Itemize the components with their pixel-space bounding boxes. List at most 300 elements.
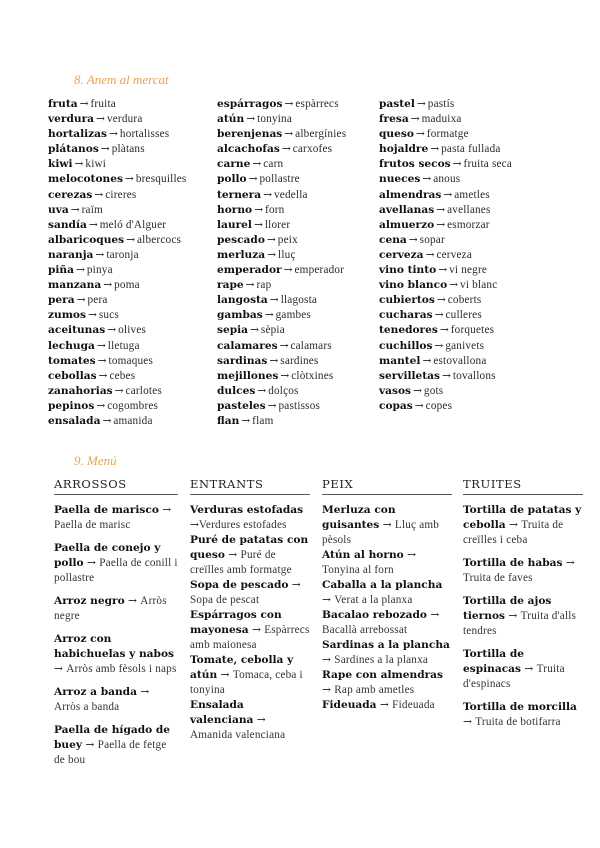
dish-name-es: Arroz con habichuelas y nabos — [54, 633, 174, 660]
vocab-term-ca: forquetes — [450, 324, 495, 337]
vocab-term-es: uva — [48, 203, 69, 216]
dish-name-es: Puré de patatas con queso — [190, 534, 309, 561]
vocab-term-ca: fruita seca — [463, 158, 513, 171]
arrow-glyph: → — [246, 113, 256, 126]
vocab-term-ca: pinya — [86, 264, 113, 277]
arrow-glyph: → — [382, 519, 392, 531]
vocab-row — [217, 293, 346, 308]
dish-name-ca: Truita de faves — [463, 572, 533, 584]
vocab-term-ca: pollastre — [259, 173, 300, 186]
menu-heading: ENTRANTS — [190, 477, 310, 495]
vocab-row — [48, 97, 186, 112]
arrow-glyph: → — [284, 98, 294, 110]
arrow-glyph: → — [190, 519, 199, 531]
vocab-term-es: hojaldre — [379, 143, 429, 156]
dish-name-es: Rape con almendras — [322, 669, 444, 681]
menu-item — [322, 578, 452, 608]
vocab-term-ca: verdura — [106, 113, 143, 126]
arrow-glyph: → — [87, 309, 97, 322]
menu-item — [463, 594, 583, 639]
vocab-row — [379, 399, 512, 414]
vocab-row — [379, 293, 512, 308]
vocab-row — [379, 127, 512, 142]
vocab-term-ca: emperador — [294, 264, 345, 277]
vocab-term-es: emperador — [217, 264, 282, 277]
vocab-term-es: cubiertos — [379, 294, 435, 307]
vocab-row — [379, 278, 512, 293]
menu-heading: TRUITES — [463, 477, 583, 495]
arrow-glyph: → — [438, 264, 448, 277]
vocab-term-es: calamares — [217, 339, 278, 352]
arrow-glyph: → — [291, 579, 301, 591]
arrow-glyph: → — [508, 519, 518, 531]
vocab-term-es: gambas — [217, 309, 263, 322]
vocab-term-es: zumos — [48, 309, 86, 322]
vocab-term-es: almuerzo — [379, 218, 435, 231]
vocab-term-ca: formatge — [426, 128, 469, 141]
arrow-glyph: → — [284, 128, 294, 141]
arrow-glyph: → — [107, 324, 117, 337]
arrow-glyph: → — [252, 158, 262, 171]
dish-name-es: Arroz a banda — [54, 686, 137, 698]
menu-item — [190, 578, 310, 608]
vocab-term-ca: gots — [423, 384, 444, 397]
vocab-row — [217, 354, 346, 369]
menu-heading: PEIX — [322, 477, 452, 495]
menu-item — [190, 503, 310, 533]
menu-item — [463, 556, 583, 586]
vocab-row — [217, 97, 346, 112]
vocab-row — [379, 248, 512, 263]
arrow-glyph: → — [220, 669, 230, 681]
arrow-glyph: → — [248, 173, 258, 186]
dish-name-es: Paella de marisco — [54, 504, 159, 516]
arrow-glyph: → — [430, 609, 440, 621]
vocab-row — [48, 414, 186, 429]
vocab-term-ca: copes — [425, 399, 453, 412]
vocab-term-ca: avellanes — [447, 203, 491, 216]
arrow-glyph: → — [250, 324, 259, 337]
vocab-term-ca: pastís — [427, 98, 455, 110]
dish-name-es: Paella de hígado de buey — [54, 724, 171, 751]
arrow-glyph: → — [124, 173, 134, 186]
dish-name-ca: Bacallà arrebossat — [322, 624, 408, 636]
dish-name-es: Verduras estofadas — [190, 504, 304, 516]
arrow-glyph: → — [96, 339, 106, 352]
dish-name-ca: Truita de botifarra — [475, 716, 561, 728]
vocab-term-es: tenedores — [379, 324, 438, 337]
menu-item — [322, 608, 452, 638]
vocab-row — [217, 157, 346, 172]
arrow-glyph: → — [281, 143, 291, 156]
dish-name-es: Tortilla de patatas y cebolla — [463, 504, 582, 531]
vocab-term-ca: llagosta — [280, 294, 318, 307]
menu-item — [322, 668, 452, 698]
vocab-term-ca: lletuga — [107, 339, 140, 352]
vocab-column-1 — [48, 97, 186, 429]
menu-item — [322, 698, 452, 713]
vocab-term-es: vino blanco — [379, 279, 448, 292]
vocab-term-ca: tomaques — [108, 354, 154, 367]
vocab-term-es: sepia — [217, 324, 249, 337]
arrow-glyph: → — [422, 354, 432, 367]
arrow-glyph: → — [241, 414, 251, 427]
dish-name-ca: Arròs negre — [54, 595, 167, 622]
vocab-term-ca: flam — [252, 414, 274, 427]
vocab-term-ca: pasta fullada — [441, 143, 501, 156]
vocab-term-es: lechuga — [48, 339, 95, 352]
vocab-term-es: espárragos — [217, 98, 283, 110]
vocab-term-es: dulces — [217, 384, 256, 397]
vocab-column-3 — [379, 97, 512, 414]
vocab-row — [48, 399, 186, 414]
vocab-term-es: copas — [379, 399, 413, 412]
vocab-row — [48, 157, 186, 172]
dish-name-ca: Paella de fetge de bou — [54, 739, 167, 766]
arrow-glyph: → — [269, 354, 279, 367]
vocab-term-es: alcachofas — [217, 143, 280, 156]
vocab-term-ca: meló d'Alguer — [99, 218, 167, 231]
vocab-term-es: fruta — [48, 98, 78, 110]
vocab-term-es: tomates — [48, 354, 96, 367]
vocab-term-es: cucharas — [379, 309, 433, 322]
vocab-term-es: pescado — [217, 233, 265, 246]
menu-item — [190, 698, 310, 743]
vocab-row — [217, 323, 346, 338]
vocab-row — [217, 172, 346, 187]
vocab-row — [48, 248, 186, 263]
arrow-glyph: → — [407, 549, 416, 561]
vocab-term-es: pasteles — [217, 399, 266, 412]
vocab-term-es: laurel — [217, 218, 252, 231]
arrow-glyph: → — [109, 128, 118, 141]
dish-name-ca: Arròs amb fèsols i naps — [66, 663, 177, 675]
vocab-term-ca: vedella — [274, 188, 308, 201]
arrow-glyph: → — [251, 624, 261, 636]
arrow-glyph: → — [97, 354, 107, 367]
menu-item — [54, 541, 178, 586]
menu-item — [54, 594, 178, 624]
arrow-glyph: → — [430, 143, 440, 156]
arrow-glyph: → — [267, 399, 277, 412]
arrow-glyph: → — [76, 294, 86, 307]
vocab-row — [48, 278, 186, 293]
vocab-row — [379, 203, 512, 218]
vocab-term-ca: peix — [277, 233, 298, 246]
vocab-row — [48, 369, 186, 384]
vocab-term-es: langosta — [217, 294, 268, 307]
vocab-term-ca: maduixa — [421, 113, 462, 126]
vocab-term-ca: plàtans — [111, 143, 145, 156]
vocab-row — [217, 339, 346, 354]
vocab-term-es: melocotones — [48, 173, 123, 186]
vocab-term-es: sardinas — [217, 354, 268, 367]
arrow-glyph: → — [162, 504, 172, 516]
arrow-glyph: → — [126, 233, 135, 246]
vocab-term-es: almendras — [379, 188, 442, 201]
vocab-term-es: plátanos — [48, 143, 99, 156]
section-title-market: 8. Anem al mercat — [74, 72, 169, 87]
vocab-row — [379, 157, 512, 172]
menu-item — [54, 632, 178, 677]
arrow-glyph: → — [103, 279, 113, 292]
vocab-term-ca: vi negre — [449, 264, 488, 277]
arrow-glyph: → — [140, 686, 150, 698]
vocab-row — [48, 188, 186, 203]
arrow-glyph: → — [422, 173, 432, 186]
dish-name-es: Arroz negro — [54, 595, 125, 607]
menu-column-entrants — [190, 477, 310, 743]
dish-name-ca: Verat a la planxa — [334, 594, 413, 606]
vocab-row — [217, 414, 346, 429]
vocab-term-ca: cogombres — [107, 399, 159, 412]
arrow-glyph: → — [434, 309, 444, 322]
arrow-glyph: → — [416, 98, 426, 110]
arrow-glyph: → — [245, 279, 255, 292]
vocab-row — [217, 369, 346, 384]
vocab-row — [217, 308, 346, 323]
vocab-term-es: ensalada — [48, 414, 101, 427]
dish-name-ca: Paella de conill i pollastre — [54, 557, 178, 584]
dish-name-es: Espárragos con mayonesa — [190, 609, 282, 636]
arrow-glyph: → — [76, 264, 85, 277]
dish-name-es: Atún al horno — [322, 549, 404, 561]
vocab-row — [48, 218, 186, 233]
arrow-glyph: → — [436, 218, 446, 231]
arrow-glyph: → — [410, 113, 420, 126]
vocab-term-es: hortalizas — [48, 128, 108, 141]
vocab-term-es: cerezas — [48, 188, 93, 201]
vocab-row — [48, 233, 186, 248]
dish-name-ca: Arròs a banda — [54, 701, 120, 713]
vocab-row — [217, 127, 346, 142]
menu-item — [463, 700, 583, 730]
arrow-glyph: → — [86, 557, 96, 569]
vocab-row — [217, 263, 346, 278]
vocab-term-ca: cerveza — [436, 248, 473, 261]
dish-name-es: Tortilla de espinacas — [463, 648, 524, 675]
arrow-glyph: → — [565, 557, 575, 569]
vocab-term-es: servilletas — [379, 369, 440, 382]
arrow-glyph: → — [88, 218, 98, 231]
vocab-term-ca: anous — [433, 173, 461, 186]
arrow-glyph: → — [463, 716, 472, 728]
vocab-term-ca: tovallons — [452, 369, 496, 382]
vocab-term-es: vasos — [379, 384, 412, 397]
arrow-glyph: → — [263, 188, 272, 201]
vocab-row — [379, 308, 512, 323]
vocab-row — [379, 369, 512, 384]
arrow-glyph: → — [95, 248, 105, 261]
vocab-term-es: cuchillos — [379, 339, 433, 352]
arrow-glyph: → — [94, 188, 104, 201]
vocab-term-es: mejillones — [217, 369, 279, 382]
vocab-column-2 — [217, 97, 346, 429]
vocab-row — [48, 308, 186, 323]
arrow-glyph: → — [452, 158, 462, 171]
vocab-term-ca: rap — [256, 279, 272, 292]
vocab-term-es: pastel — [379, 98, 415, 110]
arrow-glyph: → — [79, 98, 89, 110]
arrow-glyph: → — [413, 384, 422, 397]
arrow-glyph: → — [228, 549, 238, 561]
vocab-term-ca: taronja — [106, 248, 139, 261]
dish-name-es: Bacalao rebozado — [322, 609, 427, 621]
vocab-term-ca: clòtxines — [291, 369, 334, 382]
vocab-term-es: queso — [379, 128, 414, 141]
arrow-glyph: → — [414, 399, 424, 412]
dish-name-es: Caballa a la plancha — [322, 579, 443, 591]
arrow-glyph: → — [266, 233, 276, 246]
vocab-term-ca: lluç — [278, 248, 296, 261]
vocab-row — [379, 218, 512, 233]
vocab-term-es: frutos secos — [379, 158, 451, 171]
vocab-term-es: albaricoques — [48, 233, 125, 246]
vocab-term-es: pollo — [217, 173, 247, 186]
vocab-term-es: atún — [217, 113, 245, 126]
dish-name-ca: Paella de marisc — [54, 519, 131, 531]
arrow-glyph: → — [85, 739, 95, 751]
menu-item — [463, 647, 583, 692]
vocab-row — [217, 248, 346, 263]
arrow-glyph: → — [436, 203, 446, 216]
dish-name-ca: Puré de creïlles amb formatge — [190, 549, 292, 576]
vocab-row — [48, 172, 186, 187]
dish-name-ca: Espàrrecs amb maionesa — [190, 624, 310, 651]
vocab-term-es: piña — [48, 264, 74, 277]
vocab-term-es: aceitunas — [48, 324, 106, 337]
vocab-row — [48, 354, 186, 369]
arrow-glyph: → — [441, 369, 451, 382]
dish-name-ca: Sopa de pescat — [190, 594, 260, 606]
arrow-glyph: → — [283, 264, 293, 277]
dish-name-es: Sopa de pescado — [190, 579, 289, 591]
menu-column-peix — [322, 477, 452, 713]
vocab-term-ca: calamars — [290, 339, 332, 352]
vocab-term-ca: sardines — [280, 354, 319, 367]
arrow-glyph: → — [415, 128, 425, 141]
dish-name-ca: Fideuada — [392, 699, 435, 711]
dish-name-ca: Tomaca, ceba i tonyina — [190, 669, 303, 696]
arrow-glyph: → — [98, 369, 108, 382]
vocab-term-es: cerveza — [379, 248, 424, 261]
arrow-glyph: → — [256, 714, 266, 726]
vocab-term-ca: cireres — [105, 188, 137, 201]
arrow-glyph: → — [257, 384, 267, 397]
vocab-term-ca: gambes — [275, 309, 311, 322]
dish-name-es: Ensalada valenciana — [190, 699, 254, 726]
vocab-row — [48, 112, 186, 127]
arrow-glyph: → — [449, 279, 459, 292]
dish-name-ca: Lluç amb pèsols — [322, 519, 440, 546]
dish-name-es: Fideuada — [322, 699, 377, 711]
vocab-term-es: berenjenas — [217, 128, 283, 141]
arrow-glyph: → — [439, 324, 449, 337]
vocab-term-es: pera — [48, 294, 75, 307]
vocab-term-ca: ganivets — [445, 339, 485, 352]
vocab-term-ca: cebes — [109, 369, 136, 382]
dish-name-es: Tortilla de habas — [463, 557, 563, 569]
menu-item — [190, 533, 310, 578]
vocab-term-ca: fruita — [90, 98, 116, 110]
dish-name-es: Paella de conejo y pollo — [54, 542, 161, 569]
dish-name-es: Tortilla de morcilla — [463, 701, 577, 713]
arrow-glyph: → — [379, 699, 389, 711]
arrow-glyph: → — [254, 203, 264, 216]
vocab-term-ca: llorer — [264, 218, 291, 231]
arrow-glyph: → — [436, 294, 446, 307]
vocab-term-ca: raïm — [81, 203, 103, 216]
dish-name-es: Tortilla de ajos tiernos — [463, 595, 552, 622]
menu-item — [463, 503, 583, 548]
vocab-row — [217, 203, 346, 218]
vocab-row — [48, 142, 186, 157]
dish-name-es: Sardinas a la plancha — [322, 639, 450, 651]
vocab-row — [48, 323, 186, 338]
vocab-row — [217, 384, 346, 399]
arrow-glyph: → — [114, 384, 124, 397]
arrow-glyph: → — [253, 218, 263, 231]
vocab-term-ca: forn — [265, 203, 285, 216]
vocab-term-ca: poma — [114, 279, 140, 292]
vocab-term-es: ternera — [217, 188, 262, 201]
vocab-term-ca: albergínies — [295, 128, 347, 141]
vocab-term-es: sandía — [48, 218, 87, 231]
vocab-term-ca: sèpia — [260, 324, 285, 337]
arrow-glyph: → — [524, 663, 534, 675]
vocab-row — [379, 112, 512, 127]
menu-item — [54, 723, 178, 768]
vocab-row — [379, 323, 512, 338]
vocab-term-ca: carn — [263, 158, 284, 171]
menu-column-arrossos — [54, 477, 178, 768]
vocab-row — [48, 263, 186, 278]
vocab-row — [379, 188, 512, 203]
menu-item — [54, 685, 178, 715]
vocab-term-ca: kiwi — [85, 158, 107, 171]
vocab-row — [217, 218, 346, 233]
arrow-glyph: → — [96, 399, 106, 412]
arrow-glyph: → — [264, 309, 274, 322]
vocab-term-es: flan — [217, 414, 240, 427]
vocab-term-ca: coberts — [447, 294, 482, 307]
arrow-glyph: → — [434, 339, 444, 352]
vocab-term-ca: hortalisses — [119, 128, 170, 141]
arrow-glyph: → — [322, 684, 331, 696]
vocab-term-ca: culleres — [445, 309, 482, 322]
vocab-term-es: rape — [217, 279, 244, 292]
dish-name-es: Merluza con guisantes — [322, 504, 396, 531]
vocab-row — [379, 97, 512, 112]
vocab-term-es: merluza — [217, 248, 266, 261]
vocab-term-ca: tonyina — [257, 113, 293, 126]
vocab-term-ca: esmorzar — [447, 218, 490, 231]
arrow-glyph: → — [102, 414, 112, 427]
vocab-row — [217, 399, 346, 414]
vocab-term-ca: olives — [118, 324, 147, 337]
arrow-glyph: → — [128, 595, 137, 607]
dish-name-ca: Verdures estofades — [198, 519, 287, 531]
vocab-term-ca: carxofes — [292, 143, 333, 156]
vocab-row — [379, 354, 512, 369]
vocab-row — [217, 142, 346, 157]
menu-item — [322, 638, 452, 668]
vocab-row — [379, 339, 512, 354]
vocab-term-es: vino tinto — [379, 264, 437, 277]
vocab-term-es: naranja — [48, 248, 94, 261]
arrow-glyph: → — [96, 113, 105, 126]
vocab-row — [379, 384, 512, 399]
